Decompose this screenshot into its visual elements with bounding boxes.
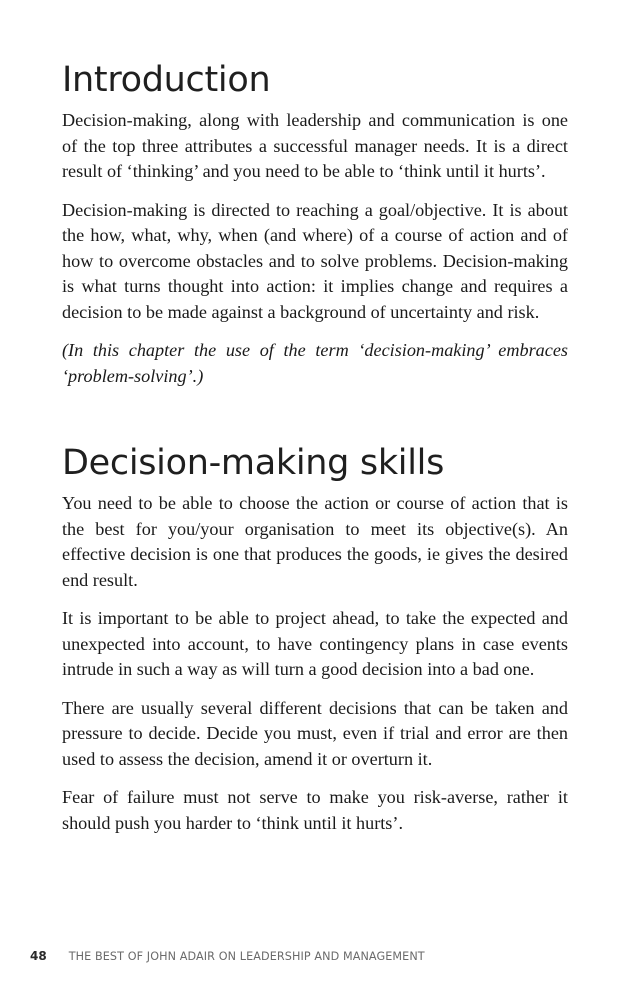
page-footer — [30, 946, 425, 966]
section-heading-introduction: Introduction — [62, 60, 271, 100]
page-content — [62, 58, 568, 849]
italic-note-paragraph: (In this chapter the use of the term ‘decision-making’ embraces ‘problem-solving’.) — [62, 340, 568, 386]
paragraph: You need to be able to choose the action or course of action that is the best for you/your organisation to meet its objective(s). An effective decision is one that produces the goods, ie gives the desired end result. — [62, 493, 568, 590]
paragraph: Decision-making is directed to reaching a goal/objective. It is about the how, what, why, when (and where) of a course of action and of how to overcome obstacles and to solve problems. Decision-making is what turns thought into action: it implies change and requires a decision to be made against a background of uncertainty and risk. — [62, 199, 568, 322]
paragraph: It is important to be able to project ahead, to take the expected and unexpected into account, to have contingency plans in case events intrude in such a way as will turn a good decision into a bad one. — [62, 608, 568, 679]
paragraph: Fear of failure must not serve to make you risk-averse, rather it should push you harder to ‘think until it hurts’. — [62, 787, 568, 833]
running-title: THE BEST OF JOHN ADAIR ON LEADERSHIP AND MANAGEMENT — [68, 949, 425, 963]
paragraph: There are usually several different decisions that can be taken and pressure to decide. Decide you must, even if trial and error are then used to assess the decision, amend it or overturn it. — [62, 697, 568, 769]
paragraph: Decision-making, along with leadership and communication is one of the top three attributes a successful manager needs. It is a direct result of ‘thinking’ and you need to be able to ‘think until it hurts’. — [62, 110, 568, 181]
page-number: 48 — [30, 949, 47, 963]
section-heading-decision-making-skills: Decision-making skills — [62, 443, 445, 483]
